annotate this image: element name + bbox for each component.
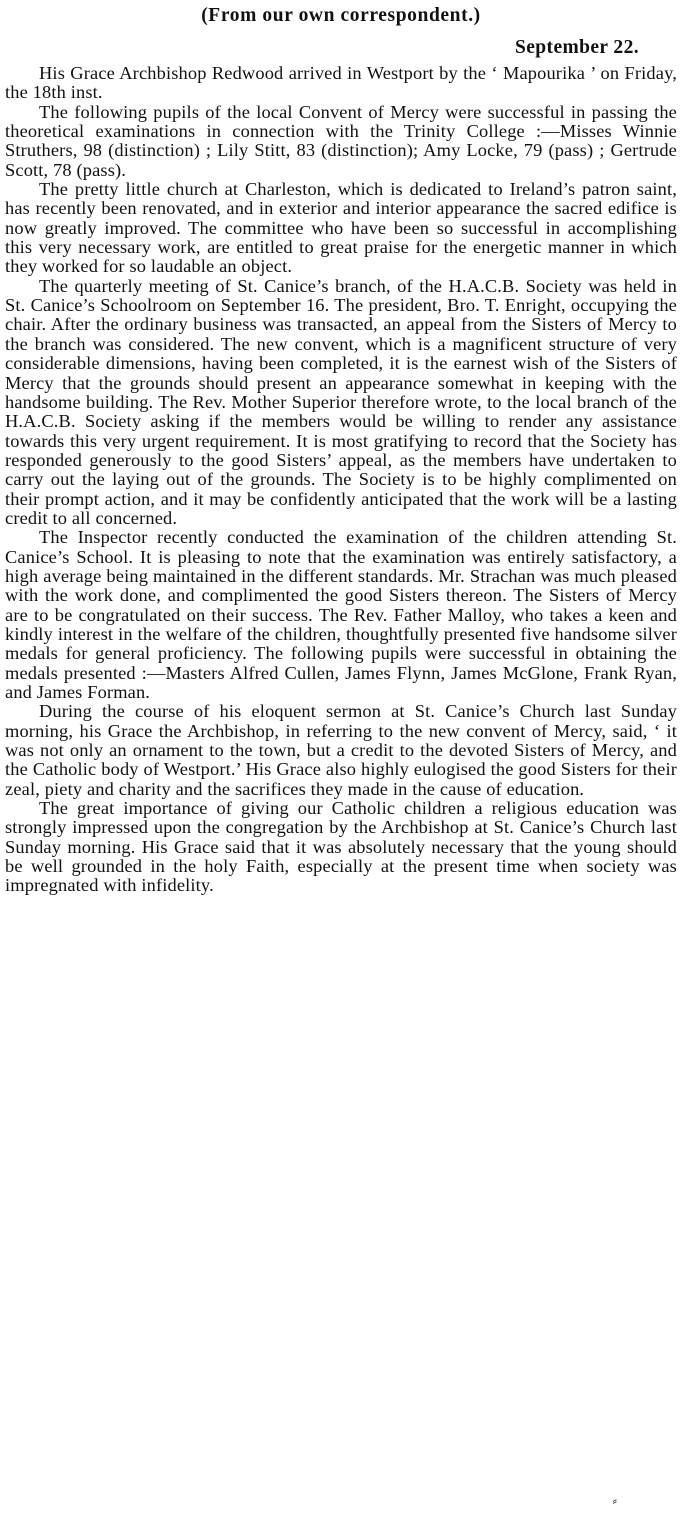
- paragraph-hacb-meeting: The quarterly meeting of St. Canice’s branch, of the H.A.C.B. Society was held in St. Canice’s Schoolroom on September 16. The president, Bro. T. Enright, occupying the chair. After the ordinary business was transacted, an appeal from the Sisters of Mercy to the branch was considered. The new convent, which is a magnificent structure of very considerable dimensions, having been completed, it is the earnest wish of the Sisters of Mercy that the grounds should present an appearance somewhat in keeping with the handsome building. The Rev. Mother Superior therefore wrote, to the local branch of the H.A.C.B. Society asking if the members would be willing to render any assistance towards this very urgent requirement. It is most gratifying to record that the Society has responded generously to the good Sisters’ appeal, as the members have undertaken to carry out the laying out of the grounds. The Society is to be highly complimented on their prompt action, and it may be confidently anticipated that the work will be a lasting credit to all concerned.: [5, 275, 677, 528]
- dateline: September 22.: [515, 37, 639, 58]
- paragraph-archbishop-arrival: His Grace Archbishop Redwood arrived in Westport by the ‘ Mapourika ’ on Friday, the 18th inst.: [5, 63, 677, 103]
- paragraph-school-inspection: The Inspector recently conducted the examination of the children attending St. Canice’s School. It is pleasing to note that the examination was entirely satisfactory, a high average being maintained in the different standards. Mr. Strachan was much pleased with the work done, and complimented the good Sisters thereon. The Sisters of Mercy are to be congratulated on their success. The Rev. Father Malloy, who takes a keen and kindly interest in the welfare of the children, thoughtfully presented five handsome silver medals for general proficiency. The following pupils were successful in obtaining the medals presented :—Masters Alfred Cullen, James Flynn, James McGlone, Frank Ryan, and James Forman.: [5, 527, 677, 702]
- paragraph-charleston-church: The pretty little church at Charleston, which is dedicated to Ireland’s patron saint, has recently been renovated, and in exterior and interior appearance the sacred edifice is now greatly improved. The committee who have been so successful in accomplishing this very necessary work, are entitled to great praise for the energetic manner in which they worked for so laudable an object.: [5, 179, 677, 277]
- paragraph-exam-results: The following pupils of the local Convent of Mercy were successful in passing the theoretical examinations in connection with the Trinity College :—Misses Winnie Struthers, 98 (distinction) ; Lily Stitt, 83 (distinction); Amy Locke, 79 (pass) ; Gertrude Scott, 78 (pass).: [5, 101, 677, 180]
- paragraph-religious-education: The great importance of giving our Catholic children a religious education was strongly impressed upon the congregation by the Archbishop at St. Canice’s Church last Sunday morning. His Grace said that it was absolutely necessary that the young should be well grounded in the holy Faith, especially at the present time when society was impregnated with infidelity.: [5, 798, 677, 896]
- end-mark-icon: ⸗: [612, 1494, 617, 1509]
- article-body: [5, 64, 677, 896]
- correspondent-heading: (From our own correspondent.): [201, 5, 481, 26]
- paragraph-sermon: During the course of his eloquent sermon at St. Canice’s Church last Sunday morning, his Grace the Archbishop, in referring to the new convent of Mercy, said, ‘ it was not only an ornament to the town, but a credit to the devoted Sisters of Mercy, and the Catholic body of Westport.’ His Grace also highly eulogised the good Sisters for their zeal, piety and charity and the sacrifices they made in the cause of education.: [5, 701, 677, 799]
